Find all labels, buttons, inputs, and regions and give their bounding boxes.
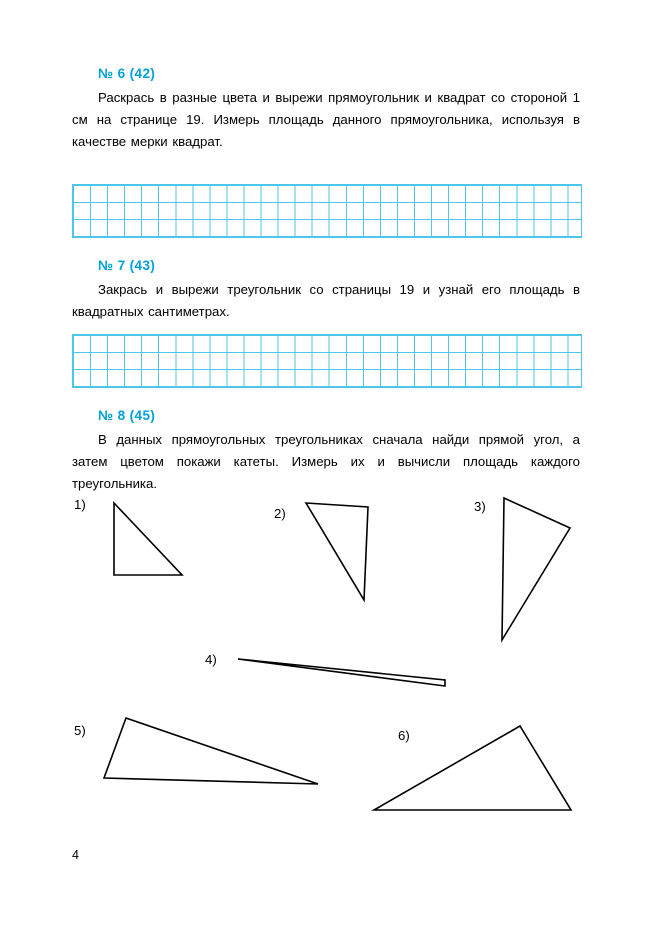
task-7 (72, 258, 580, 323)
figure-6-label: 6) (398, 728, 410, 743)
grid-1 (72, 184, 582, 238)
figure-5-triangle (96, 710, 326, 805)
task-7-text: Закрась и вырежи треугольник со страницы 19 и узнай его площадь в квадратных сантиметрах. (72, 282, 580, 319)
figure-1-label: 1) (74, 497, 86, 512)
task-6-number: № 6 (42) (98, 66, 156, 81)
task-8-number: № 8 (45) (98, 408, 156, 423)
figure-6-triangle (368, 718, 583, 823)
figure-1-triangle (100, 495, 190, 590)
grid-2 (72, 334, 582, 388)
figure-4-label: 4) (205, 652, 217, 667)
page-number: 4 (72, 848, 79, 862)
task-6-text: Раскрась в разные цвета и вырежи прямоугольник и квадрат со стороной 1 см на странице 19. Измерь площадь данного прямоугольника, используя в качестве мерки квадрат. (72, 90, 580, 149)
task-7-number: № 7 (43) (98, 258, 156, 273)
task-8 (72, 408, 580, 495)
figure-2-triangle (298, 495, 388, 615)
figure-3-triangle (496, 492, 586, 657)
task-8-text: В данных прямоугольных треугольниках сначала найди прямой угол, а затем цветом покажи катеты. Измерь их и вычисли площадь каждого треугольника. (72, 432, 580, 491)
task-6 (72, 66, 580, 153)
figure-4-triangle (232, 648, 452, 698)
figure-2-label: 2) (274, 506, 286, 521)
figure-5-label: 5) (74, 723, 86, 738)
figure-3-label: 3) (474, 499, 486, 514)
